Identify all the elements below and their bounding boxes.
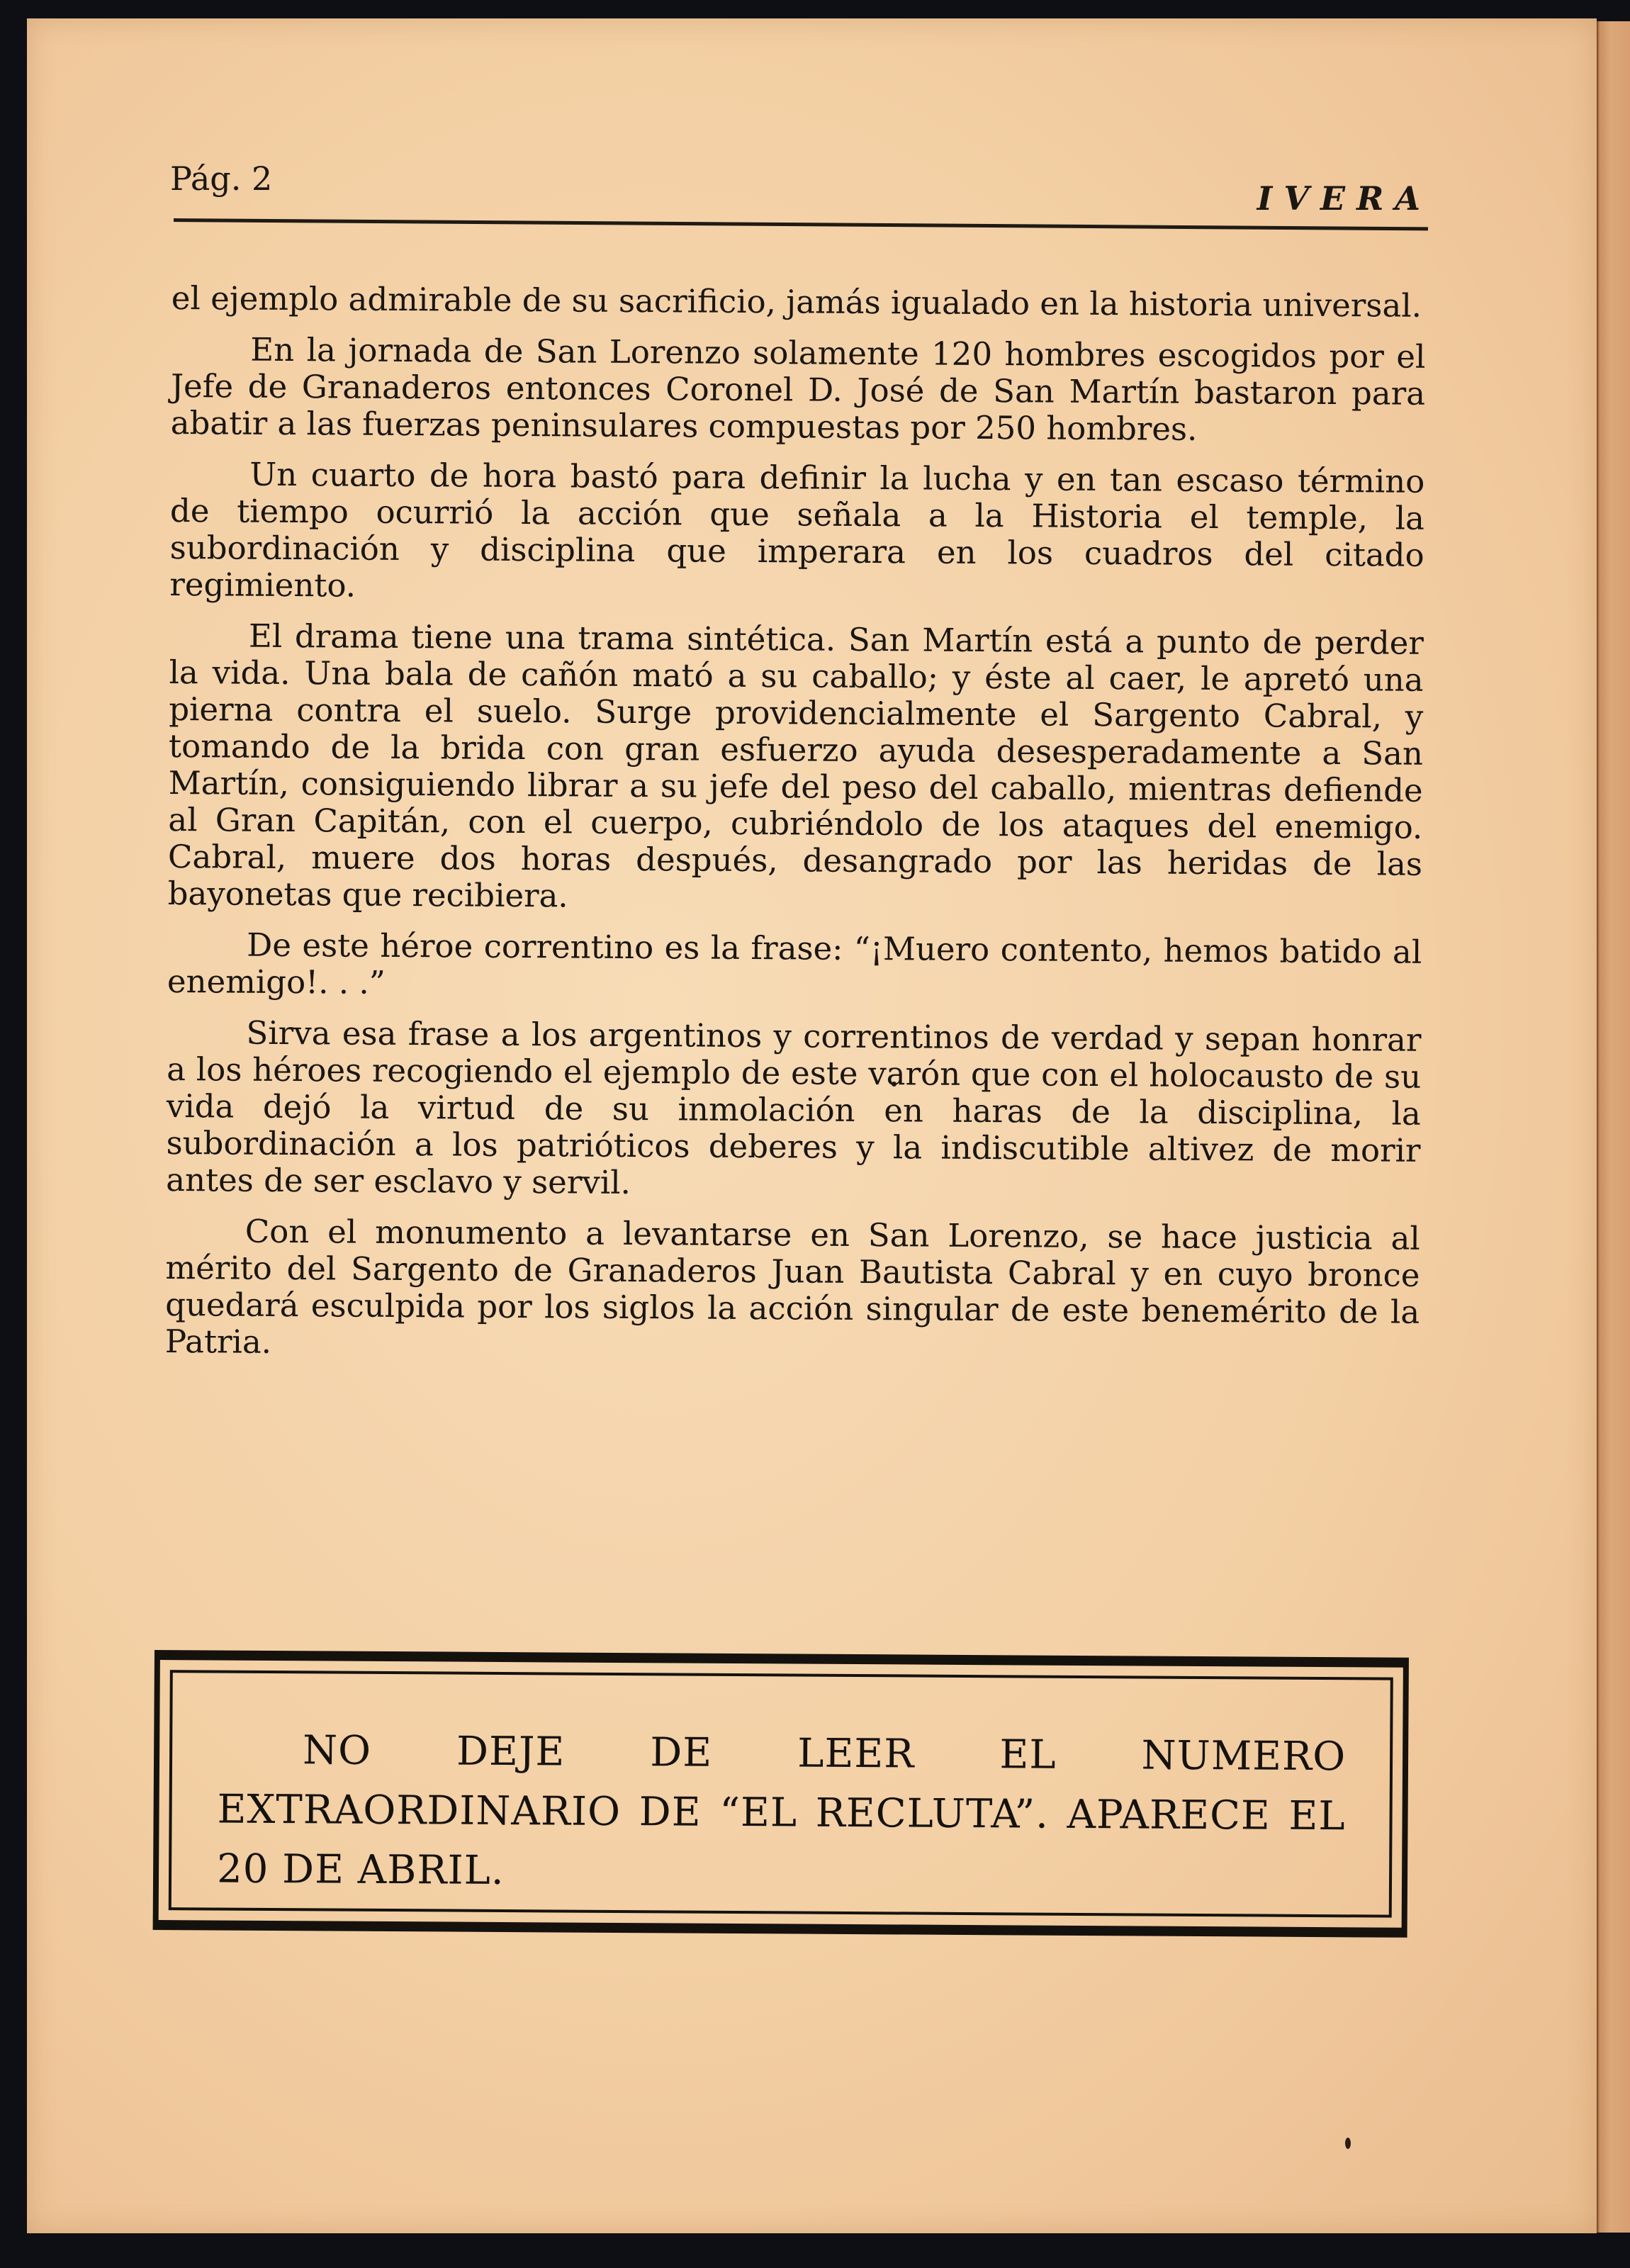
paragraph: Sirva esa frase a los argentinos y correntinos de verdad y sepan honrar a los héroes recogiendo el ejemplo de este varón que con el holocausto de su vida dejó la virtud de su inmolación en haras de la disciplina, la subordinación a los patrióticos deberes y la indiscutible altivez de morir antes de ser esclavo y servil. bbox=[166, 1014, 1422, 1201]
paragraph: De este héroe correntino es la frase: “¡Muero contento, hemos batido al enemigo!. . .” bbox=[167, 926, 1422, 1001]
paragraph: Un cuarto de hora bastó para definir la lucha y en tan escaso término de tiempo ocurrió la acción que señala a la Historia el temple, la subordinación y disciplina que imperara en los cuadros del citado regimiento. bbox=[169, 455, 1425, 605]
adjacent-page-edge bbox=[1597, 21, 1630, 2233]
paragraph: el ejemplo admirable de su sacrificio, jamás igualado en la historia universal. bbox=[171, 279, 1422, 325]
announcement-text: NO DEJE DE LEER EL NUMERO EXTRAORDINARIO DE “EL RECLUTA”. APARECE EL 20 DE ABRIL. bbox=[216, 1727, 1347, 1894]
paragraph: El drama tiene una trama sintética. San Martín está a punto de perder la vida. Una bala de cañón mató a su caballo; y éste al caer, le apretó una pierna contra el suelo. Surge providencialmente el Sargento Cabral, y tomando de la brida con gran esfuerzo ayuda desesperadamente a San Martín, consiguiendo librar a su jefe del peso del caballo, mientras defiende al Gran Capitán, con el cuerpo, cubriéndolo de los ataques del enemigo. Cabral, muere dos horas después, desangrado por las heridas de las bayonetas que recibiera. bbox=[167, 617, 1424, 915]
paragraph: En la jornada de San Lorenzo solamente 120 hombres escogidos por el Jefe de Granaderos entonces Coronel D. José de San Martín bastaron para abatir a las fuerzas peninsulares compuestas por 250 hombres. bbox=[170, 330, 1426, 448]
announcement-box bbox=[153, 1650, 1409, 1938]
article-body bbox=[165, 280, 1426, 1382]
paragraph: Con el monumento a levantarse en San Lorenzo, se hace justicia al mérito del Sargento de Granaderos Juan Bautista Cabral y en cuyo bronce quedará esculpida por los siglos la acción singular de este benemérito de la Patria. bbox=[164, 1212, 1420, 1361]
running-title: IVERA bbox=[1257, 179, 1432, 218]
page-header bbox=[170, 159, 1432, 223]
paper-speck bbox=[1345, 2138, 1351, 2149]
page-number: Pág. 2 bbox=[170, 159, 273, 198]
